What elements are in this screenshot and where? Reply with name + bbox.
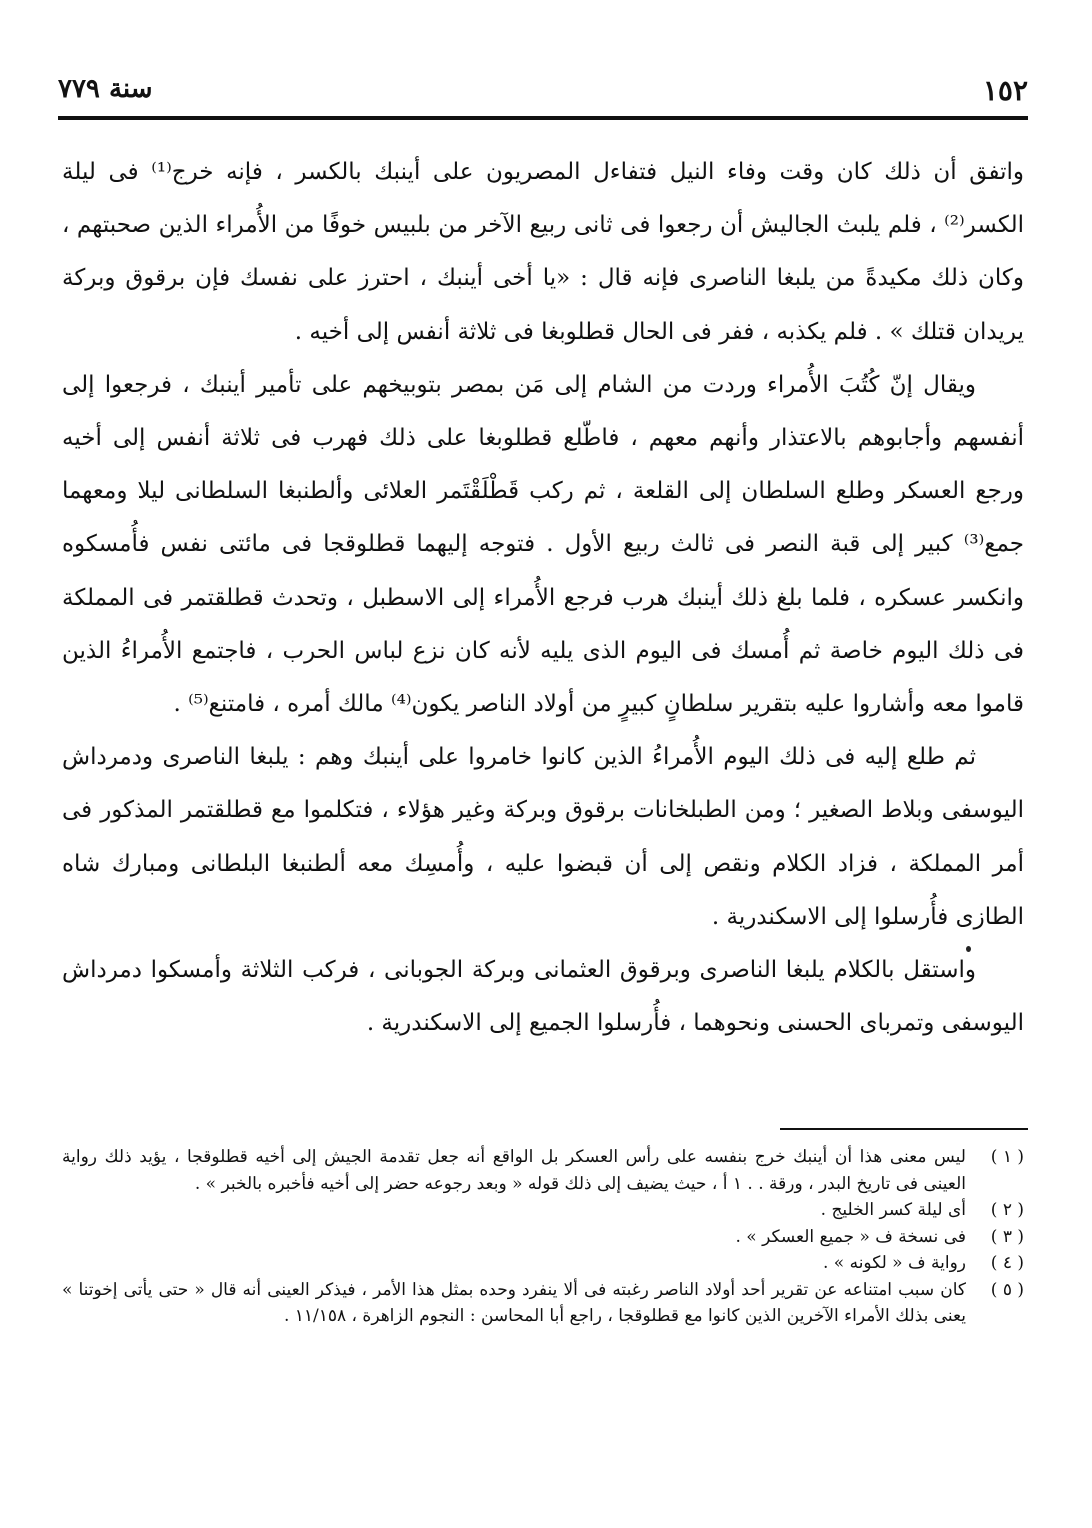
page-header bbox=[58, 68, 1028, 110]
footnote-mark: ( ٥ ) bbox=[990, 1279, 1024, 1300]
footnote bbox=[62, 1224, 1024, 1251]
footnote-mark: ( ٣ ) bbox=[990, 1226, 1024, 1247]
paragraph: ويقال إنّ كُتُبَ الأُمراء وردت من الشام إلى مَن بمصر بتوبيخهم على تأمير أينبك ، فرجعوا إلى أنفسهم وأجابوهم بالاعتذار وأنهم معهم ، فاطّلع قطلوبغا على ذلك فهرب فى ثلاثة أنفس إلى أخيه ورجع العسكر وطلع السلطان إلى القلعة ، ثم ركب قَطْلَقْتَمر العلائى وألطنبغا السلطانى ليلا ومعهما جمع⁽³⁾ كبير إلى قبة النصر فى ثالث ربيع الأول . فتوجه إليهما قطلوقجا فى مائتى نفس فأُمسكوه وانكسر عسكره ، فلما بلغ ذلك أينبك هرب فرجع الأُمراء إلى الاسطبل ، وتحدث قطلقتمر فى المملكة فى ذلك اليوم خاصة ثم أُمسك فى اليوم الذى يليه لأنه كان نزع لباس الحرب ، فاجتمع الأُمراءُ الذين قاموا معه وأشاروا عليه بتقرير سلطانٍ كبيرٍ من أولاد الناصر يكون⁽⁴⁾ مالك أمره ، فامتنع⁽⁵⁾ . bbox=[62, 371, 1024, 718]
footnotes bbox=[62, 1144, 1024, 1330]
footnote-text: كان سبب امتناعه عن تقرير أحد أولاد الناصر رغبته فى ألا ينفرد وحده بمثل هذا الأمر ، فيذكر العينى أنه قال « حتى يأتى إخوتنا » يعنى بذلك الأمراء الآخرين الذين كانوا مع قطلوقجا ، راجع أبا المحاسن : النجوم الزاهرة ، ١١/١٥٨ . bbox=[62, 1279, 966, 1326]
main-text bbox=[62, 146, 1024, 1050]
footnote-text: رواية ف « لكونه » . bbox=[822, 1253, 966, 1273]
paragraph: ثم طلع إليه فى ذلك اليوم الأُمراءُ الذين كانوا خامروا على أينبك وهم : يلبغا الناصرى ودمرداش اليوسفى وبلاط الصغير ؛ ومن الطبلخانات برقوق وبركة وغير هؤلاء ، فتكلموا مع قطلقتمر المذكور فى أمر المملكة ، فزاد الكلام ونقص إلى أن قبضوا عليه ، وأُمسِك معه ألطنبغا البلطانى ومبارك شاه الطازى فأُرسلوا إلى الاسكندرية . bbox=[62, 744, 1024, 930]
running-head-year: سنة ٧٧٩ bbox=[58, 74, 153, 104]
page-number: ١٥٢ bbox=[982, 74, 1028, 107]
footnote bbox=[62, 1197, 1024, 1224]
footnote bbox=[62, 1250, 1024, 1277]
paragraph: واتفق أن ذلك كان وقت وفاء النيل فتفاءل المصريون على أينبك بالكسر ، فإنه خرج⁽¹⁾ فى ليلة الكسر⁽²⁾ ، فلم يلبث الجاليش أن رجعوا فى ثانى ربيع الآخر من بلبيس خوفًا من الأُمراء الذين صحبتهم ، وكان ذلك مكيدةً من يلبغا الناصرى فإنه قال : «يا أخى أينبك ، احترز على نفسك فإن برقوق وبركة يريدان قتلك » . فلم يكذبه ، ففر فى الحال قطلوبغا فى ثلاثة أنفس إلى أخيه . bbox=[62, 159, 1024, 345]
footnote-text: فى نسخة ف « جميع العسكر » . bbox=[735, 1226, 966, 1247]
footnote-mark: ( ١ ) bbox=[990, 1147, 1024, 1167]
footnote-text: ليس معنى هذا أن أينبك خرج بنفسه على رأس العسكر بل الواقع أنه جعل تقدمة الجيش إلى أخيه قطلوقجا ، يؤيد ذلك رواية العينى فى تاريخ البدر ، ورقة . . ١ أ ، حيث يضيف إلى ذلك قوله « وبعد رجوعه حضر إلى أخيه فأخبره بالخبر » . bbox=[62, 1147, 966, 1194]
footnote-text: أى ليلة كسر الخليج . bbox=[820, 1200, 966, 1220]
paragraph: واستقل بالكلام يلبغا الناصرى وبرقوق العثمانى وبركة الجوبانى ، فركب الثلاثة وأمسكوا دمرداش اليوسفى وتمرباى الحسنى ونحوهما ، فأُرسلوا الجميع إلى الاسكندرية . bbox=[62, 957, 1024, 1037]
header-rule bbox=[58, 116, 1028, 120]
footnote-mark: ( ٢ ) bbox=[990, 1200, 1024, 1220]
footnote bbox=[62, 1144, 1024, 1197]
footnote bbox=[62, 1277, 1024, 1330]
ink-speck bbox=[966, 946, 971, 952]
footnote-separator bbox=[780, 1128, 1028, 1130]
footnote-mark: ( ٤ ) bbox=[990, 1253, 1024, 1273]
